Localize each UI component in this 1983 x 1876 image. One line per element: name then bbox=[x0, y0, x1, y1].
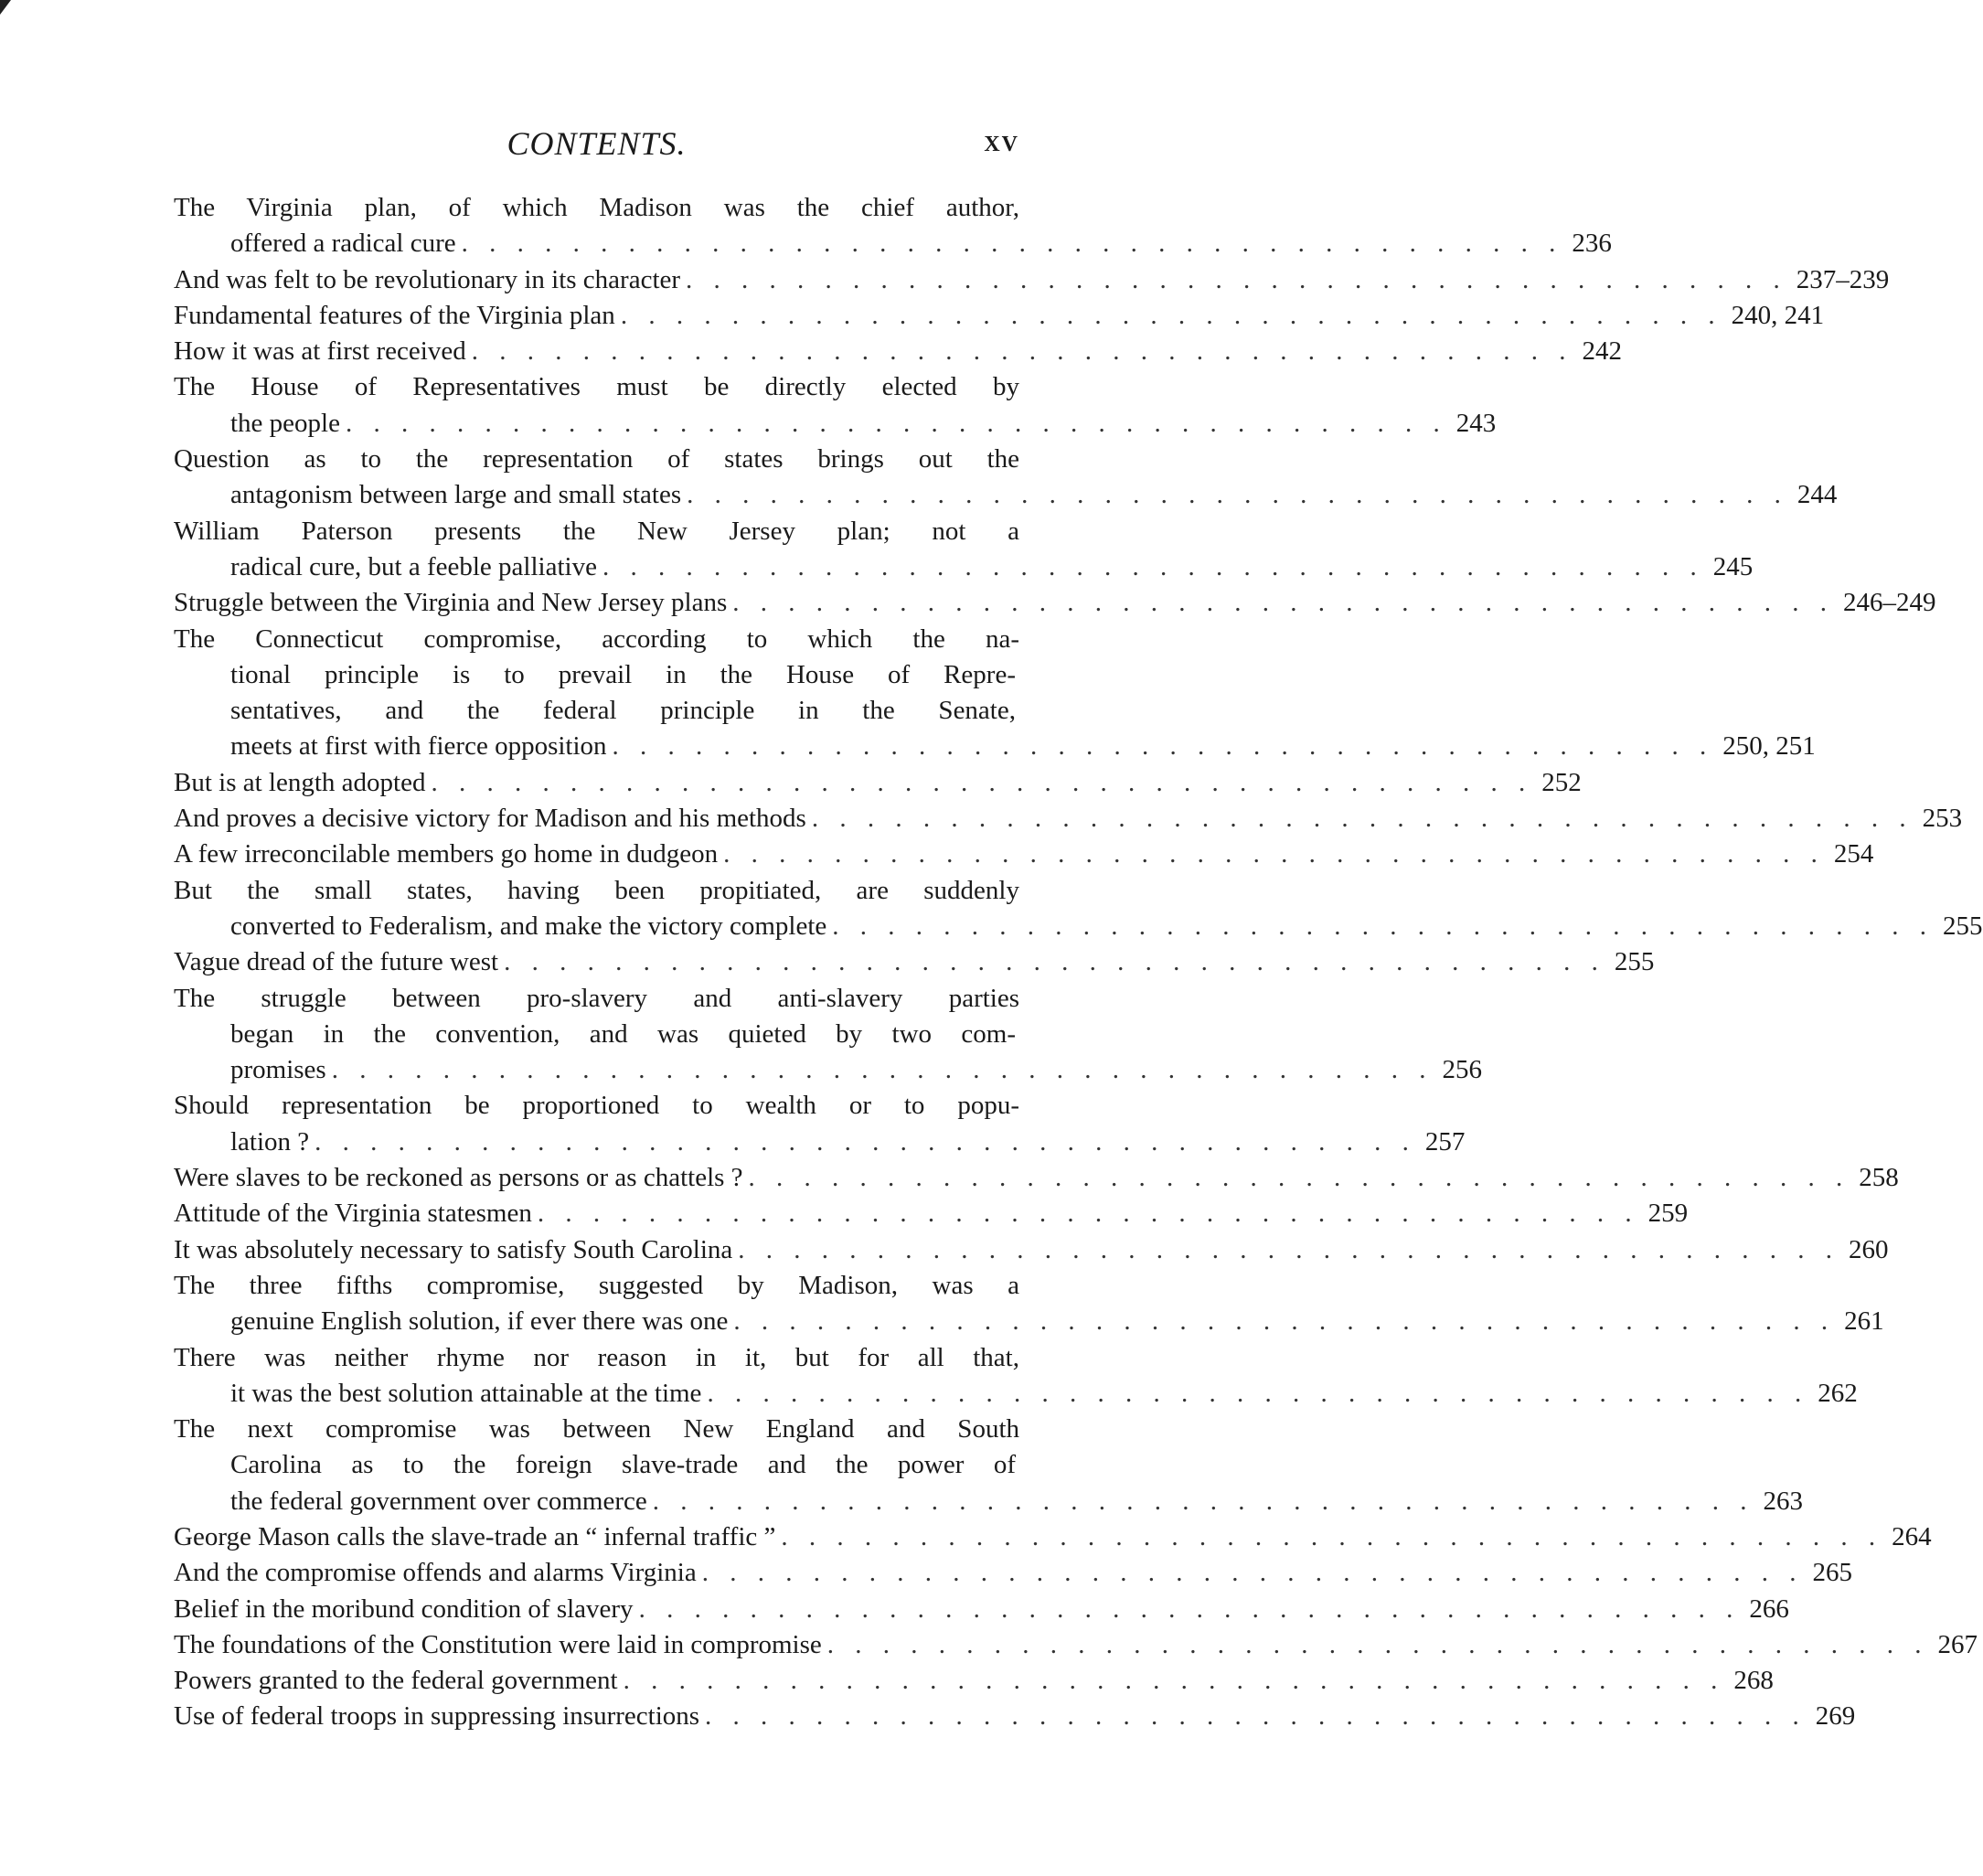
corner-mark bbox=[0, 0, 11, 15]
page-reference: 255 bbox=[1943, 911, 1983, 941]
page-reference: 260 bbox=[1849, 1234, 1889, 1264]
running-header bbox=[174, 121, 1019, 163]
entry-line bbox=[174, 622, 1019, 657]
entry-text: genuine English solution, if ever there was one bbox=[230, 1306, 729, 1337]
entry-line bbox=[174, 1555, 1852, 1591]
entry-text: converted to Federalism, and make the victory complete bbox=[230, 911, 827, 941]
contents-entry bbox=[174, 585, 1936, 621]
page-reference: 243 bbox=[1455, 408, 1497, 438]
entry-line bbox=[174, 1088, 1019, 1124]
page-reference: 256 bbox=[1442, 1055, 1482, 1085]
entry-line bbox=[174, 1196, 1689, 1231]
entry-text: The struggle between pro-slavery and anti-slavery parties bbox=[174, 983, 1019, 1013]
entry-line bbox=[174, 1627, 1978, 1663]
leader-dots: . . . . . . . . . . . . . . . . . . . . . . . . . . . . . . . . . . . . . . . . bbox=[537, 1199, 1639, 1229]
entry-text: antagonism between large and small states bbox=[230, 480, 682, 510]
contents-entry bbox=[174, 1592, 1789, 1627]
leader-dots: . . . . . . . . . . . . . . . . . . . . . . . . . . . . . . . . . . . . . . . . bbox=[701, 1558, 1804, 1588]
contents-entry bbox=[174, 873, 1983, 945]
leader-dots: . . . . . . . . . . . . . . . . . . . . . . . . . . . . . . . . . . . . . . . . bbox=[781, 1521, 1883, 1551]
entry-text: How it was at first received bbox=[174, 336, 466, 367]
contents-entry bbox=[174, 514, 1754, 586]
contents-entry bbox=[174, 765, 1582, 801]
page-reference: 269 bbox=[1815, 1701, 1856, 1732]
leader-dots: . . . . . . . . . . . . . . . . . . . . . . . . . . . . . . . . . . . . . . . . bbox=[345, 408, 1447, 438]
leader-dots: . . . . . . . . . . . . . . . . . . . . . . . . . . . . . . . . . . . . . . . . bbox=[652, 1486, 1754, 1516]
leader-dots: . . . . . . . . . . . . . . . . . . . . . . . . . . . . . . . . . . . . . . . . bbox=[733, 1306, 1836, 1337]
entry-line bbox=[174, 981, 1019, 1017]
contents-entry bbox=[174, 1519, 1932, 1555]
page-reference: 266 bbox=[1749, 1594, 1789, 1624]
entry-text: The next compromise was between New England and South bbox=[174, 1414, 1019, 1444]
entry-text: A few irreconcilable members go home in dudgeon bbox=[174, 839, 719, 869]
contents-entry bbox=[174, 837, 1874, 872]
entry-text: Attitude of the Virginia statesmen bbox=[174, 1199, 532, 1229]
entry-text: Use of federal troops in suppressing insurrections bbox=[174, 1701, 700, 1732]
page-reference: 236 bbox=[1572, 229, 1612, 259]
page-reference: 253 bbox=[1922, 804, 1963, 834]
leader-dots: . . . . . . . . . . . . . . . . . . . . . . . . . . . . . . . . . . . . . . . . bbox=[687, 480, 1788, 510]
entry-text: Struggle between the Virginia and New Jersey plans bbox=[174, 588, 728, 618]
entry-line bbox=[174, 1160, 1899, 1196]
entry-text: The Connecticut compromise, according to which the na- bbox=[174, 624, 1019, 654]
leader-dots: . . . . . . . . . . . . . . . . . . . . . . . . . . . . . . . . . . . . . . . . bbox=[738, 1234, 1840, 1264]
leader-dots: . . . . . . . . . . . . . . . . . . . . . . . . . . . . . . . . . . . . . . . . bbox=[723, 839, 1825, 869]
entry-line bbox=[174, 1268, 1019, 1304]
entry-line bbox=[174, 585, 1936, 621]
entry-line bbox=[174, 1663, 1774, 1699]
entry-line bbox=[174, 369, 1019, 405]
contents-entry bbox=[174, 334, 1622, 369]
entry-text: But is at length adopted bbox=[174, 767, 426, 797]
entry-text: Carolina as to the foreign slave-trade and the power of bbox=[230, 1450, 1016, 1480]
entry-text: meets at first with fierce opposition bbox=[230, 731, 607, 762]
entry-line bbox=[174, 190, 1019, 226]
entry-text: The three fifths compromise, suggested by Madison, was a bbox=[174, 1270, 1019, 1300]
entry-text: the people bbox=[230, 408, 340, 438]
entry-line bbox=[174, 1052, 1482, 1088]
page-reference: 257 bbox=[1424, 1126, 1466, 1157]
leader-dots: . . . . . . . . . . . . . . . . . . . . . . . . . . . . . . . . . . . . . . . . bbox=[623, 1666, 1725, 1696]
leader-dots: . . . . . . . . . . . . . . . . . . . . . . . . . . . . . . . . . . . . . . . . bbox=[461, 229, 1563, 259]
leader-dots: . . . . . . . . . . . . . . . . . . . . . . . . . . . . . . . . . . . . . . . . bbox=[705, 1701, 1807, 1732]
entry-text: But the small states, having been propitiated, are suddenly bbox=[174, 875, 1019, 905]
entry-line bbox=[174, 1592, 1789, 1627]
entry-text: Fundamental features of the Virginia plan bbox=[174, 300, 615, 330]
entry-line bbox=[174, 944, 1655, 980]
entry-text: it was the best solution attainable at the time bbox=[230, 1378, 702, 1408]
entry-text: There was neither rhyme nor reason in it, but for all that, bbox=[174, 1342, 1019, 1372]
entry-text: Vague dread of the future west bbox=[174, 947, 499, 977]
page-reference: 237–239 bbox=[1796, 264, 1890, 294]
contents-entry bbox=[174, 1412, 1803, 1519]
page-reference: 261 bbox=[1844, 1306, 1884, 1337]
contents-entry bbox=[174, 1340, 1858, 1412]
entry-line bbox=[174, 1304, 1884, 1339]
leader-dots: . . . . . . . . . . . . . . . . . . . . . . . . . . . . . . . . . . . . . . . . bbox=[620, 300, 1722, 330]
page-reference: 242 bbox=[1582, 336, 1622, 367]
page-reference: 264 bbox=[1892, 1521, 1932, 1551]
page-reference: 259 bbox=[1647, 1199, 1689, 1229]
entry-text: lation ? bbox=[230, 1126, 310, 1157]
entry-line bbox=[174, 1519, 1932, 1555]
contents-entry bbox=[174, 801, 1963, 837]
page-reference: 245 bbox=[1712, 551, 1754, 581]
entry-line bbox=[174, 801, 1963, 837]
contents-entry bbox=[174, 190, 1612, 262]
entry-line bbox=[174, 298, 1825, 334]
entry-line bbox=[174, 1484, 1803, 1519]
entry-line bbox=[174, 1412, 1019, 1447]
page-reference: 250, 251 bbox=[1722, 731, 1816, 762]
entry-line bbox=[174, 693, 1019, 729]
entry-text: radical cure, but a feeble palliative bbox=[230, 551, 597, 581]
entry-text: tional principle is to prevail in the House of Repre- bbox=[230, 659, 1016, 689]
entry-line bbox=[174, 837, 1874, 872]
leader-dots: . . . . . . . . . . . . . . . . . . . . . . . . . . . . . . . . . . . . . . . . bbox=[431, 767, 1533, 797]
entry-line bbox=[174, 406, 1497, 442]
page-number: xv bbox=[984, 124, 1019, 158]
entry-text: William Paterson presents the New Jersey plan; not a bbox=[174, 516, 1019, 546]
entry-text: George Mason calls the slave-trade an “ infernal traffic ” bbox=[174, 1521, 776, 1551]
page-reference: 254 bbox=[1833, 839, 1874, 869]
entry-line bbox=[174, 729, 1816, 764]
entry-text: Powers granted to the federal government bbox=[174, 1666, 618, 1696]
leader-dots: . . . . . . . . . . . . . . . . . . . . . . . . . . . . . . . . . . . . . . . . bbox=[748, 1163, 1850, 1193]
entry-text: offered a radical cure bbox=[230, 229, 456, 259]
leader-dots: . . . . . . . . . . . . . . . . . . . . . . . . . . . . . . . . . . . . . . . . bbox=[612, 731, 1714, 762]
entry-text: The Virginia plan, of which Madison was the chief author, bbox=[174, 193, 1019, 222]
leader-dots: . . . . . . . . . . . . . . . . . . . . . . . . . . . . . . . . . . . . . . . . bbox=[638, 1594, 1741, 1624]
page-title: CONTENTS. bbox=[506, 125, 687, 162]
entry-text: And proves a decisive victory for Madison and his methods bbox=[174, 804, 806, 834]
page-reference: 252 bbox=[1541, 767, 1582, 797]
contents-entry bbox=[174, 1232, 1889, 1268]
page-reference: 268 bbox=[1733, 1666, 1774, 1696]
contents-entry bbox=[174, 981, 1482, 1089]
entry-text: The House of Representatives must be directly elected by bbox=[174, 372, 1019, 402]
entry-text: And the compromise offends and alarms Virginia bbox=[174, 1558, 697, 1588]
page-reference: 255 bbox=[1614, 947, 1655, 977]
contents-entry bbox=[174, 1088, 1466, 1160]
page-reference: 265 bbox=[1812, 1558, 1852, 1588]
entry-line bbox=[174, 442, 1019, 477]
page-reference: 263 bbox=[1763, 1486, 1803, 1516]
contents-entry bbox=[174, 944, 1655, 980]
page-reference: 267 bbox=[1937, 1629, 1978, 1659]
leader-dots: . . . . . . . . . . . . . . . . . . . . . . . . . . . . . . . . . . . . . . . . bbox=[832, 911, 1935, 941]
contents-entry bbox=[174, 1663, 1774, 1699]
contents-entry bbox=[174, 1627, 1978, 1663]
contents-entry bbox=[174, 262, 1890, 298]
page-reference: 244 bbox=[1796, 480, 1838, 510]
entry-line bbox=[174, 226, 1612, 261]
contents-entry bbox=[174, 1555, 1852, 1591]
entry-text: And was felt to be revolutionary in its character bbox=[174, 264, 681, 294]
entry-line bbox=[174, 262, 1890, 298]
entry-text: Should representation be proportioned to wealth or to popu- bbox=[174, 1091, 1019, 1121]
entry-line bbox=[174, 549, 1754, 585]
entry-line bbox=[174, 1340, 1019, 1376]
entry-line bbox=[174, 514, 1019, 549]
entry-text: sentatives, and the federal principle in the Senate, bbox=[230, 696, 1016, 726]
page-reference: 262 bbox=[1818, 1378, 1858, 1408]
entry-line bbox=[174, 873, 1019, 909]
entry-line bbox=[174, 1447, 1019, 1483]
entry-text: Question as to the representation of states brings out the bbox=[174, 444, 1019, 474]
entry-text: It was absolutely necessary to satisfy South Carolina bbox=[174, 1234, 733, 1264]
entry-line bbox=[174, 1017, 1019, 1052]
contents-entry bbox=[174, 1268, 1884, 1340]
contents-entry bbox=[174, 369, 1497, 442]
entry-text: began in the convention, and was quieted by two com- bbox=[230, 1018, 1016, 1049]
leader-dots: . . . . . . . . . . . . . . . . . . . . . . . . . . . . . . . . . . . . . . . . bbox=[707, 1378, 1809, 1408]
entry-line bbox=[174, 1376, 1858, 1412]
leader-dots: . . . . . . . . . . . . . . . . . . . . . . . . . . . . . . . . . . . . . . . . bbox=[504, 947, 1605, 977]
entry-line bbox=[174, 1125, 1466, 1160]
contents-entry bbox=[174, 442, 1838, 514]
entry-text: the federal government over commerce bbox=[230, 1486, 647, 1516]
leader-dots: . . . . . . . . . . . . . . . . . . . . . . . . . . . . . . . . . . . . . . . . bbox=[315, 1126, 1416, 1157]
entry-text: The foundations of the Constitution were laid in compromise bbox=[174, 1629, 822, 1659]
entry-line bbox=[174, 477, 1838, 513]
leader-dots: . . . . . . . . . . . . . . . . . . . . . . . . . . . . . . . . . . . . . . . . bbox=[686, 264, 1787, 294]
leader-dots: . . . . . . . . . . . . . . . . . . . . . . . . . . . . . . . . . . . . . . . . bbox=[826, 1629, 1929, 1659]
contents-entry bbox=[174, 1196, 1689, 1231]
leader-dots: . . . . . . . . . . . . . . . . . . . . . . . . . . . . . . . . . . . . . . . . bbox=[811, 804, 1914, 834]
leader-dots: . . . . . . . . . . . . . . . . . . . . . . . . . . . . . . . . . . . . . . . . bbox=[732, 588, 1834, 618]
contents-list bbox=[174, 190, 1983, 1735]
contents-entry bbox=[174, 622, 1816, 765]
leader-dots: . . . . . . . . . . . . . . . . . . . . . . . . . . . . . . . . . . . . . . . . bbox=[602, 551, 1704, 581]
entry-text: Were slaves to be reckoned as persons or as chattels ? bbox=[174, 1163, 743, 1193]
entry-text: Belief in the moribund condition of slavery bbox=[174, 1594, 634, 1624]
leader-dots: . . . . . . . . . . . . . . . . . . . . . . . . . . . . . . . . . . . . . . . . bbox=[331, 1055, 1434, 1085]
page-reference: 246–249 bbox=[1842, 588, 1936, 618]
leader-dots: . . . . . . . . . . . . . . . . . . . . . . . . . . . . . . . . . . . . . . . . bbox=[471, 336, 1573, 367]
entry-line bbox=[174, 334, 1622, 369]
entry-line bbox=[174, 1699, 1856, 1734]
entry-line bbox=[174, 909, 1983, 944]
page-reference: 240, 241 bbox=[1731, 300, 1825, 330]
entry-line bbox=[174, 657, 1019, 693]
contents-entry bbox=[174, 1699, 1856, 1734]
entry-line bbox=[174, 765, 1582, 801]
page-reference: 258 bbox=[1859, 1163, 1899, 1193]
entry-text: promises bbox=[230, 1055, 326, 1085]
entry-line bbox=[174, 1232, 1889, 1268]
contents-entry bbox=[174, 1160, 1899, 1196]
contents-entry bbox=[174, 298, 1825, 334]
